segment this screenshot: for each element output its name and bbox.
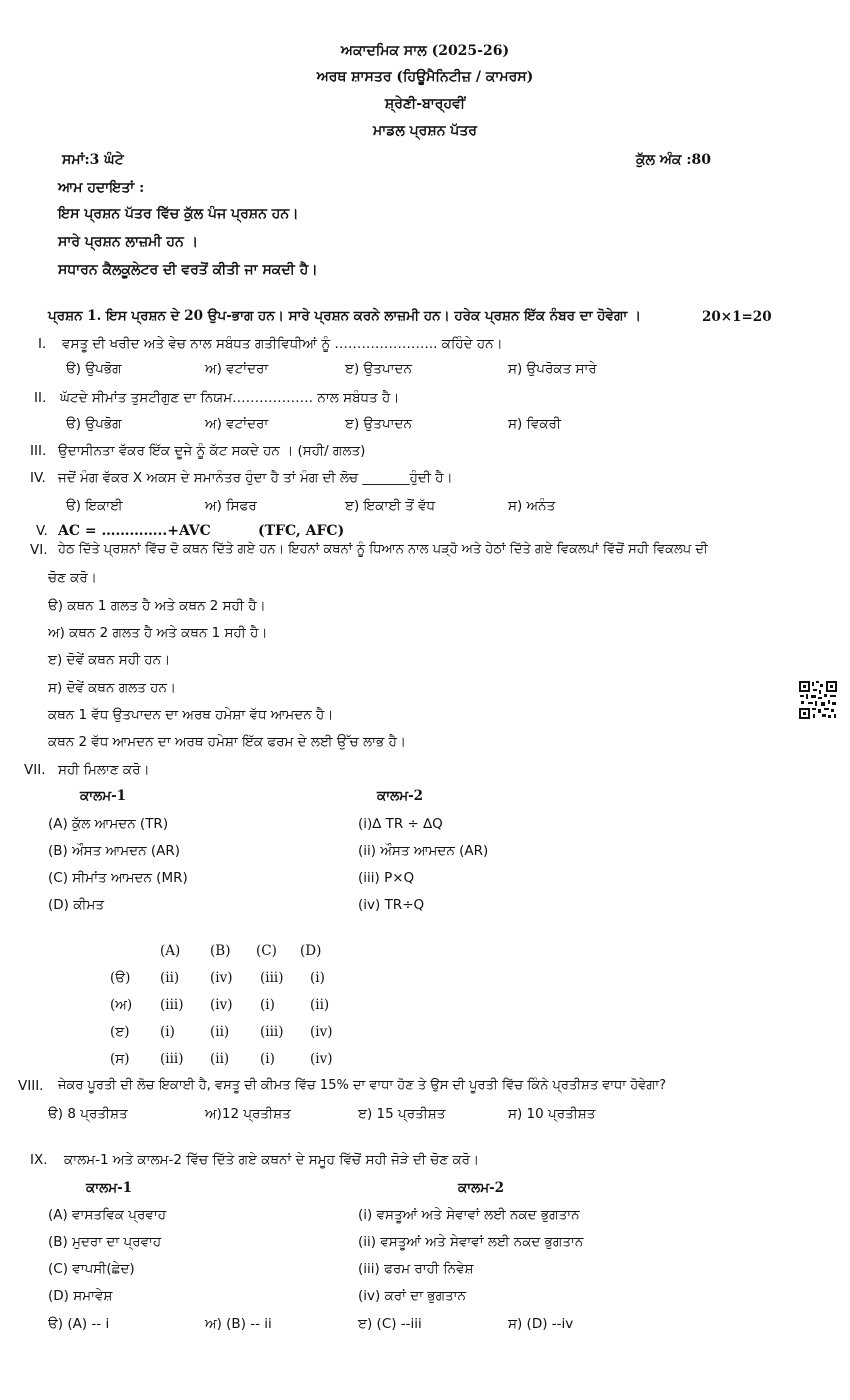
grid-cell: (i) (260, 1051, 275, 1067)
subject-title: ਅਰਥ ਸ਼ਾਸਤਰ (ਹਿਊਮੈਨਿਟੀਜ਼ / ਕਾਮਰਸ) (316, 69, 534, 85)
option: ੲ) ਉਤਪਾਦਨ (345, 361, 412, 377)
grid-header: (B) (210, 943, 231, 959)
column-2-item: (ii) ਔਸਤ ਆਮਦਨ (AR) (358, 843, 489, 859)
subq-number: VIII. (18, 1078, 44, 1094)
subq-text: ਸਹੀ ਮਿਲਾਣ ਕਰੋ। (58, 762, 150, 778)
subq-text: ਹੇਠ ਦਿੱਤੇ ਪ੍ਰਸ਼ਨਾਂ ਵਿੱਚ ਦੋ ਕਥਨ ਦਿੱਤੇ ਗਏ ਹਨ। ਇਹਨਾਂ ਕਥਨਾਂ ਨੂੰ ਧਿਆਨ ਨਾਲ ਪੜ੍ਹੋ ਅਤੇ ਹੇਠਾਂ ਦਿੱਤੇ ਗਏ ਵਿਕਲਪਾਂ ਵਿੱਚੋਂ ਸਹੀ ਵਿਕਲਪ ਦੀ (58, 542, 708, 557)
total-marks: ਕੁੱਲ ਅੰਕ :80 (636, 152, 711, 168)
grid-header: (C) (256, 943, 277, 959)
option: ਅ) ਵਟਾਂਦਰਾ (205, 361, 269, 377)
statement-option: ਸ) ਦੋਵੇਂ ਕਥਨ ਗਲਤ ਹਨ। (48, 680, 177, 696)
option: ਸ) ਅਨੰਤ (508, 498, 556, 514)
grid-row-label: (ਅ) (110, 997, 133, 1013)
paper-title: ਮਾਡਲ ਪ੍ਰਸ਼ਨ ਪੱਤਰ (373, 123, 477, 139)
subq-text: ਜਦੋਂ ਮੰਗ ਵੱਕਰ X ਅਕਸ ਦੇ ਸਮਾਨੰਤਰ ਹੁੰਦਾ ਹੈ ਤਾਂ ਮੰਗ ਦੀ ਲੋਚ _______ਹੁੰਦੀ ਹੈ। (58, 470, 453, 486)
option: ੳ) ਉਪਭੋਗ (66, 361, 122, 377)
option: ਅ)12 ਪ੍ਰਤੀਸ਼ਤ (205, 1106, 291, 1122)
column-1-item: (A) ਕੁੱਲ ਆਮਦਨ (TR) (48, 816, 169, 832)
subq-number: IV. (30, 470, 46, 486)
column-2-item: (i) ਵਸਤੂਆਂ ਅਤੇ ਸੇਵਾਵਾਂ ਲਈ ਨਕਦ ਭੁਗਤਾਨ (358, 1207, 580, 1223)
column-1-item: (C) ਸੀਮਾਂਤ ਆਮਦਨ (MR) (48, 870, 188, 886)
instruction-item: ਸਧਾਰਨ ਕੈਲਕੂਲੇਟਰ ਦੀ ਵਰਤੋਂ ਕੀਤੀ ਜਾ ਸਕਦੀ ਹੈ। (58, 262, 318, 278)
option: ੲ) (C) --iii (358, 1316, 422, 1332)
column-2-item: (ii) ਵਸਤੂਆਂ ਅਤੇ ਸੇਵਾਵਾਂ ਲਈ ਨਕਦ ਭੁਗਤਾਨ (358, 1234, 584, 1250)
grid-row-label: (ੲ) (110, 1024, 130, 1040)
grid-header: (A) (160, 943, 181, 959)
instruction-item: ਇਸ ਪ੍ਰਸ਼ਨ ਪੱਤਰ ਵਿੱਚ ਕੁੱਲ ਪੰਜ ਪ੍ਰਸ਼ਨ ਹਨ। (58, 206, 299, 222)
subq-number: VI. (30, 542, 48, 558)
question-1-text: ਪ੍ਰਸ਼ਨ 1. ਇਸ ਪ੍ਰਸ਼ਨ ਦੇ 20 ਉਪ-ਭਾਗ ਹਨ। ਸਾਰੇ ਪ੍ਰਸ਼ਨ ਕਰਨੇ ਲਾਜ਼ਮੀ ਹਨ। ਹਰੇਕ ਪ੍ਰਸ਼ਨ ਇੱਕ ਨੰਬਰ ਦਾ ਹੋਵੇਗਾ । (48, 308, 642, 324)
subq-number: III. (30, 443, 47, 459)
option: ਸ) 10 ਪ੍ਰਤੀਸ਼ਤ (508, 1106, 596, 1122)
grid-header: (D) (300, 943, 322, 959)
column-2-item: (iv) TR÷Q (358, 897, 425, 913)
subq-text: AC = …………..+AVC (58, 523, 211, 539)
column-1-heading: ਕਾਲਮ-1 (86, 1180, 133, 1196)
grid-cell: (ii) (210, 1051, 230, 1067)
subq-text: ਘੱਟਦੇ ਸੀਮਾਂਤ ਤੁਸਟੀਗੁਣ ਦਾ ਨਿਯਮ……………… ਨਾਲ ਸਬੰਧਤ ਹੈ। (60, 390, 400, 406)
column-1-item: (B) ਔਸਤ ਆਮਦਨ (AR) (48, 843, 180, 859)
option: ਸ) ਵਿਕਰੀ (508, 416, 561, 432)
subq-number: IX. (30, 1152, 48, 1168)
option: ੳ) 8 ਪ੍ਰਤੀਸ਼ਤ (48, 1106, 128, 1122)
statement-option: ਅ) ਕਥਨ 2 ਗਲਤ ਹੈ ਅਤੇ ਕਥਨ 1 ਸਹੀ ਹੈ। (48, 625, 268, 641)
grid-cell: (i) (160, 1024, 175, 1040)
option: ਅ) ਵਟਾਂਦਰਾ (205, 416, 269, 432)
grid-cell: (iii) (160, 997, 184, 1013)
column-2-item: (iii) ਫਰਮ ਰਾਹੀ ਨਿਵੇਸ਼ (358, 1261, 474, 1277)
column-1-item: (D) ਸਮਾਵੇਸ਼ (48, 1288, 113, 1304)
qr-code (798, 680, 838, 720)
option: ਅ) ਸਿਫਰ (205, 498, 257, 514)
grid-cell: (iii) (260, 1024, 284, 1040)
statement: ਕਥਨ 1 ਵੱਧ ਉਤਪਾਦਨ ਦਾ ਅਰਥ ਹਮੇਸ਼ਾ ਵੱਧ ਆਮਦਨ ਹੈ। (48, 707, 334, 723)
statement: ਕਥਨ 2 ਵੱਧ ਆਮਦਨ ਦਾ ਅਰਥ ਹਮੇਸ਼ਾ ਇੱਕ ਫਰਮ ਦੇ ਲਈ ਉੱਚ ਲਾਭ ਹੈ। (48, 734, 406, 750)
question-1-marks: 20×1=20 (702, 309, 772, 325)
grid-cell: (iv) (210, 970, 233, 986)
grid-cell: (iv) (310, 1051, 333, 1067)
column-1-heading: ਕਾਲਮ-1 (80, 788, 127, 804)
option: ੳ) (A) -- i (48, 1316, 110, 1332)
subq-text-cont: ਚੋਣ ਕਰੋ। (48, 570, 97, 586)
instruction-item: ਸਾਰੇ ਪ੍ਰਸ਼ਨ ਲਾਜ਼ਮੀ ਹਨ । (58, 234, 199, 250)
option: ੲ) ਉਤਪਾਦਨ (345, 416, 412, 432)
column-1-item: (B) ਮੁਦਰਾ ਦਾ ਪ੍ਰਵਾਹ (48, 1234, 162, 1250)
grid-cell: (iv) (310, 1024, 333, 1040)
column-2-heading: ਕਾਲਮ-2 (458, 1180, 505, 1196)
option: ਸ) (D) --iv (508, 1316, 574, 1332)
option: ਸ) ਉਪਰੋਕਤ ਸਾਰੇ (508, 361, 597, 377)
academic-year: ਅਕਾਦਮਿਕ ਸਾਲ (2025-26) (340, 43, 510, 59)
grid-row-label: (ਸ) (110, 1051, 130, 1067)
option: ੳ) ਇਕਾਈ (66, 498, 123, 514)
time-allowed: ਸਮਾਂ:3 ਘੰਟੇ (62, 152, 124, 168)
column-1-item: (A) ਵਾਸਤਵਿਕ ਪ੍ਰਵਾਹ (48, 1207, 166, 1223)
grid-cell: (i) (310, 970, 325, 986)
subq-number: V. (36, 523, 48, 539)
column-2-item: (iv) ਕਰਾਂ ਦਾ ਭੁਗਤਾਨ (358, 1288, 466, 1304)
column-2-item: (iii) P×Q (358, 870, 415, 886)
column-2-heading: ਕਾਲਮ-2 (377, 788, 424, 804)
column-1-item: (D) ਕੀਮਤ (48, 897, 105, 913)
grid-cell: (ii) (310, 997, 330, 1013)
subq-number: II. (34, 390, 47, 406)
column-1-item: (C) ਵਾਪਸੀ(ਛੇਦ) (48, 1261, 135, 1277)
grid-cell: (iii) (260, 970, 284, 986)
grid-cell: (i) (260, 997, 275, 1013)
subq-number: I. (38, 336, 47, 352)
instructions-heading: ਆਮ ਹਦਾਇਤਾਂ : (58, 180, 145, 196)
statement-option: ੲ) ਦੋਵੇਂ ਕਥਨ ਸਹੀ ਹਨ। (48, 652, 171, 668)
subq-number: VII. (24, 762, 46, 778)
subq-text: ਜੇਕਰ ਪੂਰਤੀ ਦੀ ਲੋਚ ਇਕਾਈ ਹੈ, ਵਸਤੂ ਦੀ ਕੀਮਤ ਵਿੱਚ 15% ਦਾ ਵਾਧਾ ਹੋਣ ਤੇ ਉਸ ਦੀ ਪੂਰਤੀ ਵਿੱਚ ਕਿੰਨੇ ਪ੍ਰਤੀਸ਼ਤ ਵਾਧਾ ਹੋਵੇਗਾ? (58, 1078, 666, 1093)
subq-text: ਵਸਤੂ ਦੀ ਖਰੀਦ ਅਤੇ ਵੇਚ ਨਾਲ ਸਬੰਧਤ ਗਤੀਵਿਧੀਆਂ ਨੂੰ ………………….. ਕਹਿੰਦੇ ਹਨ। (62, 336, 503, 352)
option: ੲ) ਇਕਾਈ ਤੋਂ ਵੱਧ (345, 498, 436, 514)
subq-text: ਉਦਾਸੀਨਤਾ ਵੱਕਰ ਇੱਕ ਦੂਜੇ ਨੂੰ ਕੱਟ ਸਕਦੇ ਹਨ । (ਸਹੀ/ ਗਲਤ) (58, 443, 366, 459)
option: ੳ) ਉਪਭੋਗ (66, 416, 122, 432)
grid-cell: (iv) (210, 997, 233, 1013)
option: ਅ) (B) -- ii (205, 1316, 272, 1332)
subq-hint: (TFC, AFC) (258, 523, 345, 539)
column-2-item: (i)∆ TR ÷ ∆Q (358, 816, 443, 832)
subq-text: ਕਾਲਮ-1 ਅਤੇ ਕਾਲਮ-2 ਵਿੱਚ ਦਿੱਤੇ ਗਏ ਕਥਨਾਂ ਦੇ ਸਮੂਹ ਵਿੱਚੋਂ ਸਹੀ ਜੋੜੇ ਦੀ ਚੋਣ ਕਰੋ। (64, 1152, 480, 1168)
statement-option: ੳ) ਕਥਨ 1 ਗਲਤ ਹੈ ਅਤੇ ਕਥਨ 2 ਸਹੀ ਹੈ। (48, 598, 266, 614)
grid-row-label: (ੳ) (110, 970, 131, 986)
grid-cell: (ii) (160, 970, 180, 986)
class-title: ਸ਼੍ਰੇਣੀ-ਬਾਰ੍ਹਵੀਂ (384, 96, 466, 112)
option: ੲ) 15 ਪ੍ਰਤੀਸ਼ਤ (358, 1106, 446, 1122)
grid-cell: (iii) (160, 1051, 184, 1067)
grid-cell: (ii) (210, 1024, 230, 1040)
